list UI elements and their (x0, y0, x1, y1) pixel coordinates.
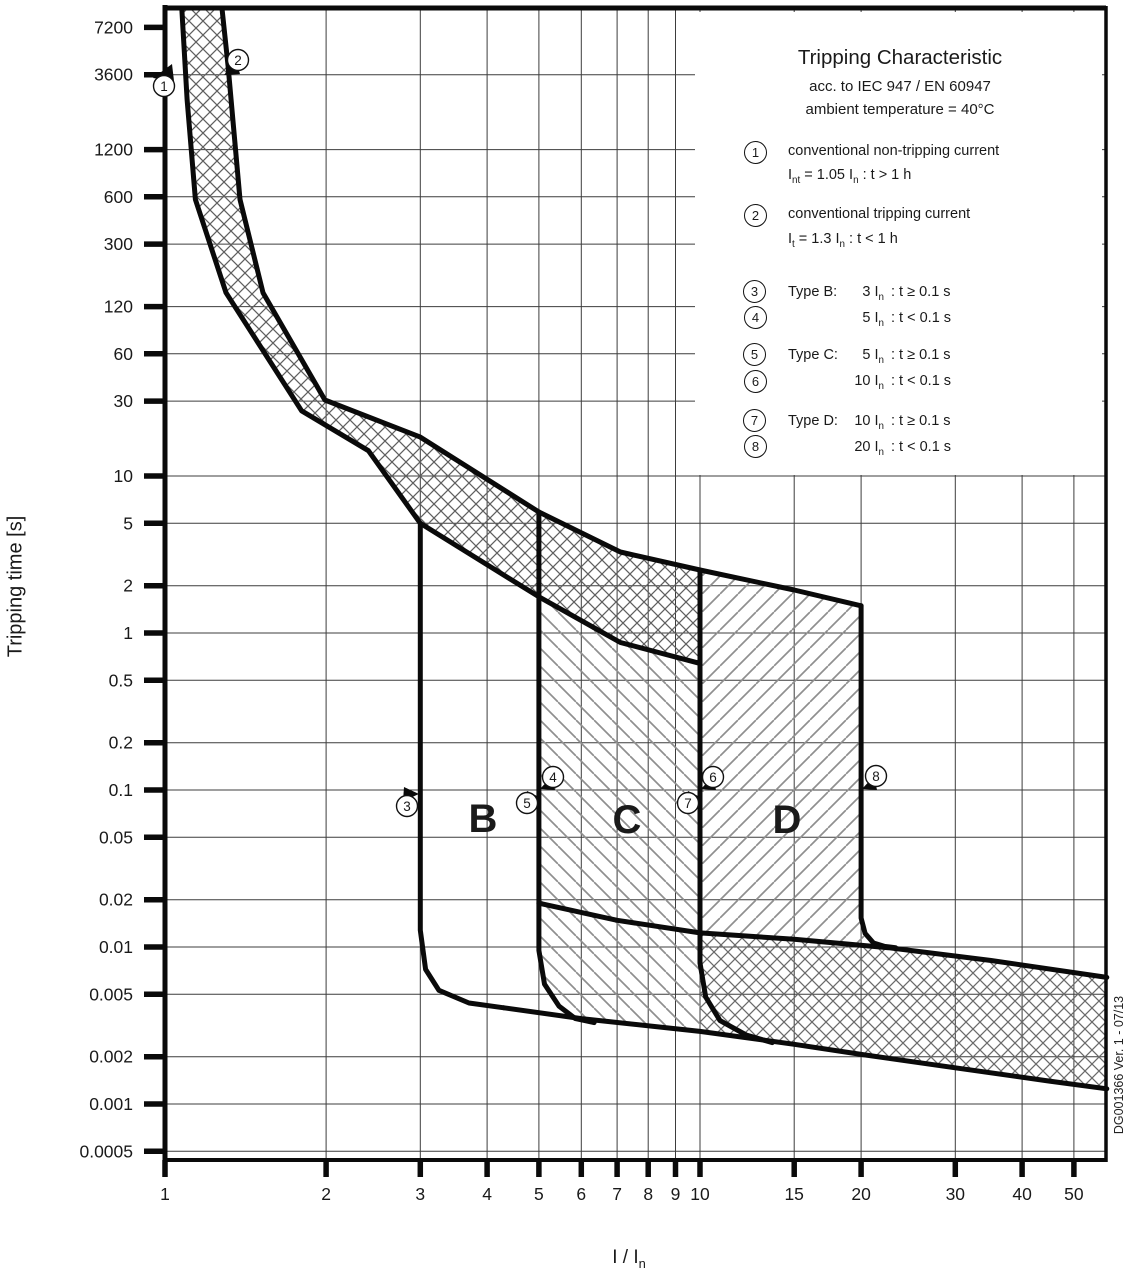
legend-type-d-qty-a: 10 $I_n$ (854, 413, 884, 432)
x-tick-label-8: 8 (643, 1184, 654, 1204)
x-tick-label-40: 40 (1012, 1184, 1032, 1204)
legend-marker-2: 2 (744, 204, 767, 227)
x-tick-label-5: 5 (534, 1184, 544, 1204)
x-tick-label-6: 6 (576, 1184, 587, 1204)
legend-type-b-cond-b: : t < 0.1 s (891, 310, 952, 326)
y-tick-label-0.001: 0.001 (89, 1094, 133, 1114)
y-axis-label: Tripping time [s] (4, 515, 27, 658)
marker-4-number: 4 (549, 769, 557, 785)
type-d-region (700, 570, 896, 948)
y-tick-label-0.05: 0.05 (98, 827, 133, 848)
y-tick-label-0.002: 0.002 (89, 1046, 133, 1067)
y-tick-label-10: 10 (113, 466, 133, 486)
legend-marker-4: 4 (744, 306, 767, 329)
legend-item-1-formula: $I_{nt} = 1.05$ $I_n$ : t > 1 h (788, 167, 912, 186)
y-tick-label-0.005: 0.005 (89, 984, 133, 1005)
y-tick-label-30: 30 (113, 391, 133, 412)
y-tick-label-1200: 1200 (94, 139, 133, 160)
marker-8-number: 8 (872, 768, 880, 784)
chart-title: Tripping Characteristic (797, 46, 1003, 69)
marker-3-number: 3 (403, 798, 411, 814)
marker-1-number: 1 (160, 78, 168, 94)
x-tick-label-20: 20 (851, 1184, 871, 1204)
zone-label-b: B (468, 797, 498, 841)
y-tick-label-7200: 7200 (94, 17, 133, 38)
chart-subtitle-temperature: ambient temperature = 40°C (805, 101, 995, 118)
legend-item-2-text: conventional tripping current (788, 206, 971, 222)
x-tick-label-1: 1 (160, 1184, 170, 1204)
y-tick-label-0.5: 0.5 (108, 670, 133, 691)
legend-type-d-cond-a: : t ≥ 0.1 s (891, 413, 951, 429)
y-tick-label-0.1: 0.1 (108, 780, 133, 800)
legend-type-c-cond-b: : t < 0.1 s (891, 373, 952, 389)
x-axis-label: I / $I_n$ (612, 1247, 646, 1271)
chart-subtitle-standard: acc. to IEC 947 / EN 60947 (809, 78, 991, 95)
x-tick-label-2: 2 (321, 1184, 331, 1204)
x-tick-label-10: 10 (690, 1184, 710, 1204)
legend-type-b-label: Type B: (788, 284, 838, 300)
legend-type-d-qty-b: 20 $I_n$ (854, 439, 884, 458)
y-tick-label-0.0005: 0.0005 (79, 1141, 133, 1162)
legend-type-b-cond-a: : t ≥ 0.1 s (891, 284, 951, 300)
legend-type-d-cond-b: : t < 0.1 s (891, 439, 952, 455)
marker-6-number: 6 (709, 769, 717, 785)
legend-marker-6: 6 (744, 370, 767, 393)
y-tick-label-60: 60 (113, 343, 133, 364)
y-tick-label-0.2: 0.2 (108, 732, 133, 753)
legend-marker-7: 7 (743, 409, 766, 432)
x-tick-label-50: 50 (1064, 1184, 1084, 1204)
legend-type-b-qty-b: 5 $I_n$ (862, 310, 884, 329)
legend-type-d-label: Type D: (788, 413, 838, 429)
legend-type-c-qty-a: 5 $I_n$ (862, 347, 884, 366)
legend-type-c-qty-b: 10 $I_n$ (854, 373, 884, 392)
y-tick-label-2: 2 (123, 575, 133, 596)
curve-3in-type-b-min (420, 523, 504, 1008)
x-tick-label-30: 30 (945, 1184, 966, 1204)
y-tick-label-300: 300 (103, 234, 133, 255)
legend-marker-3: 3 (743, 280, 766, 303)
legend-type-c-label: Type C: (788, 347, 838, 363)
y-tick-label-0.02: 0.02 (98, 889, 133, 910)
marker-2-number: 2 (234, 52, 242, 68)
zone-label-d: D (772, 798, 802, 842)
x-tick-label-7: 7 (612, 1184, 622, 1204)
marker-5-number: 5 (523, 795, 531, 811)
thermal-band-region (182, 9, 700, 664)
x-tick-label-9: 9 (670, 1184, 681, 1204)
x-tick-label-3: 3 (415, 1184, 426, 1204)
x-tick-label-15: 15 (784, 1184, 804, 1204)
legend-item-2-formula: $I_t = 1.3$ $I_n$ : t < 1 h (788, 231, 898, 250)
y-tick-label-3600: 3600 (94, 64, 133, 85)
y-tick-label-600: 600 (103, 186, 133, 207)
y-tick-label-5: 5 (123, 513, 133, 534)
instantaneous-band-region (700, 933, 1107, 1089)
y-tick-label-1: 1 (123, 623, 133, 643)
legend-item-1-text: conventional non-tripping current (788, 143, 1000, 159)
y-tick-label-120: 120 (103, 296, 133, 317)
document-reference-note: DG001366 Ver. 1 - 07/13 (1112, 995, 1126, 1135)
marker-7-number: 7 (684, 795, 692, 811)
legend-marker-8: 8 (744, 435, 767, 458)
legend-type-c-cond-a: : t ≥ 0.1 s (891, 347, 951, 363)
legend-type-b-qty-a: 3 $I_n$ (862, 284, 884, 303)
legend-marker-5: 5 (743, 343, 766, 366)
y-tick-label-0.01: 0.01 (98, 937, 133, 957)
legend-marker-1: 1 (744, 141, 767, 164)
x-tick-label-4: 4 (482, 1184, 492, 1204)
zone-label-c: C (612, 798, 642, 842)
